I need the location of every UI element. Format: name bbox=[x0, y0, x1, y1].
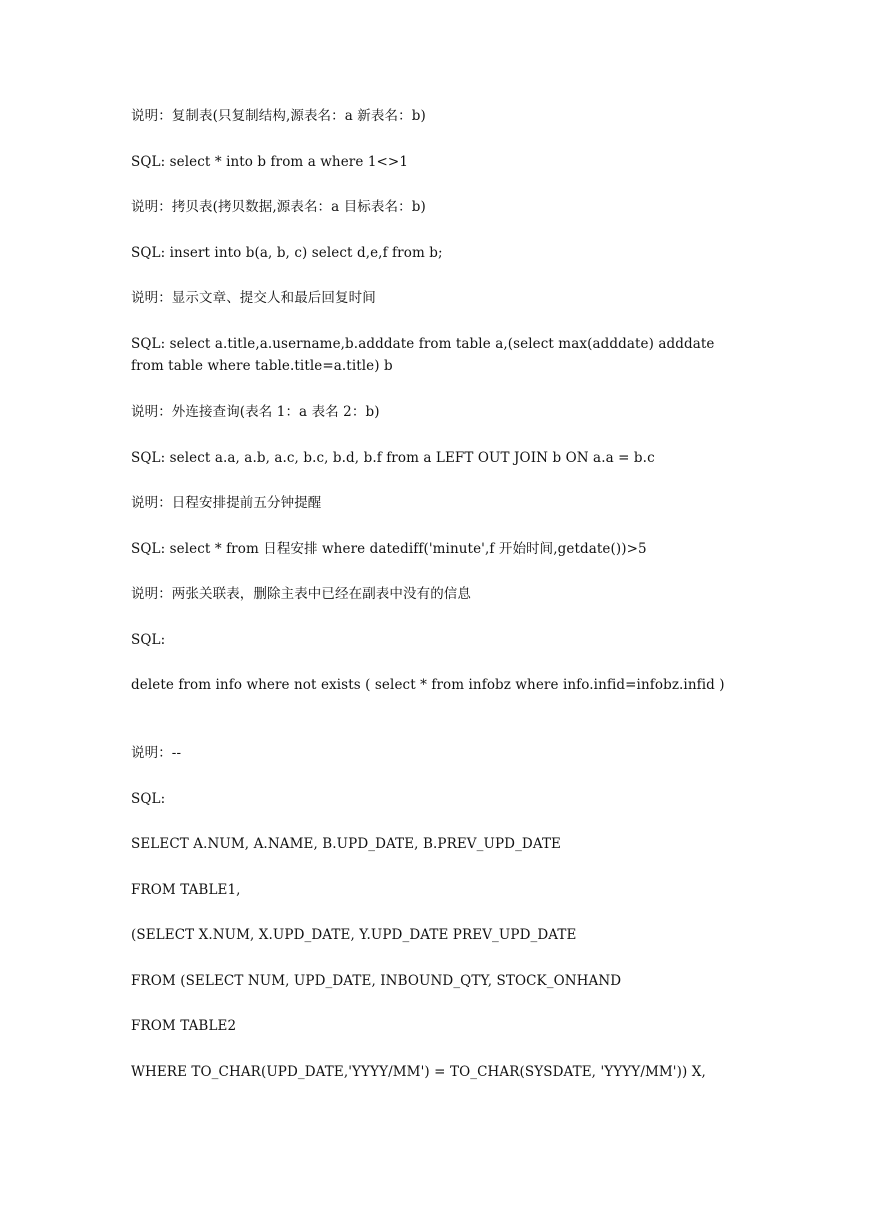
sql-delete-orphans: delete from info where not exists ( select * from infobz where info.infid=infobz.infid ) bbox=[131, 677, 725, 693]
note-copy-table-structure: 说明：复制表(只复制结构,源表名：a 新表名：b) bbox=[131, 108, 426, 124]
note-outer-join: 说明：外连接查询(表名 1：a 表名 2：b) bbox=[131, 404, 380, 420]
sql-label-select: SQL: bbox=[131, 791, 166, 807]
note-schedule-reminder: 说明：日程安排提前五分钟提醒 bbox=[131, 495, 322, 511]
sql-select-line-3: (SELECT X.NUM, X.UPD_DATE, Y.UPD_DATE PREV_UPD_DATE bbox=[131, 927, 577, 943]
note-dashes: 说明：-- bbox=[131, 745, 182, 761]
sql-select-line-5: FROM TABLE2 bbox=[131, 1018, 237, 1034]
sql-outer-join: SQL: select a.a, a.b, a.c, b.c, b.d, b.f from a LEFT OUT JOIN b ON a.a = b.c bbox=[131, 450, 655, 466]
note-copy-table-data: 说明：拷贝表(拷贝数据,源表名：a 目标表名：b) bbox=[131, 199, 426, 215]
sql-schedule-reminder: SQL: select * from 日程安排 where datediff('minute',f 开始时间,getdate())>5 bbox=[131, 541, 647, 557]
sql-select-line-6: WHERE TO_CHAR(UPD_DATE,'YYYY/MM') = TO_CHAR(SYSDATE, 'YYYY/MM')) X, bbox=[131, 1064, 706, 1080]
sql-select-line-4: FROM (SELECT NUM, UPD_DATE, INBOUND_QTY, STOCK_ONHAND bbox=[131, 973, 622, 989]
sql-copy-table-structure: SQL: select * into b from a where 1<>1 bbox=[131, 154, 409, 170]
note-show-articles: 说明：显示文章、提交人和最后回复时间 bbox=[131, 290, 376, 306]
sql-select-line-2: FROM TABLE1, bbox=[131, 882, 241, 898]
note-delete-orphans: 说明：两张关联表，删除主表中已经在副表中没有的信息 bbox=[131, 586, 471, 602]
sql-copy-table-data: SQL: insert into b(a, b, c) select d,e,f from b; bbox=[131, 245, 443, 261]
sql-label-delete: SQL: bbox=[131, 632, 166, 648]
sql-select-line-1: SELECT A.NUM, A.NAME, B.UPD_DATE, B.PREV_UPD_DATE bbox=[131, 836, 562, 852]
sql-show-articles: SQL: select a.title,a.username,b.adddate from table a,(select max(adddate) adddate from table where table.title=a.title) b bbox=[131, 336, 715, 374]
